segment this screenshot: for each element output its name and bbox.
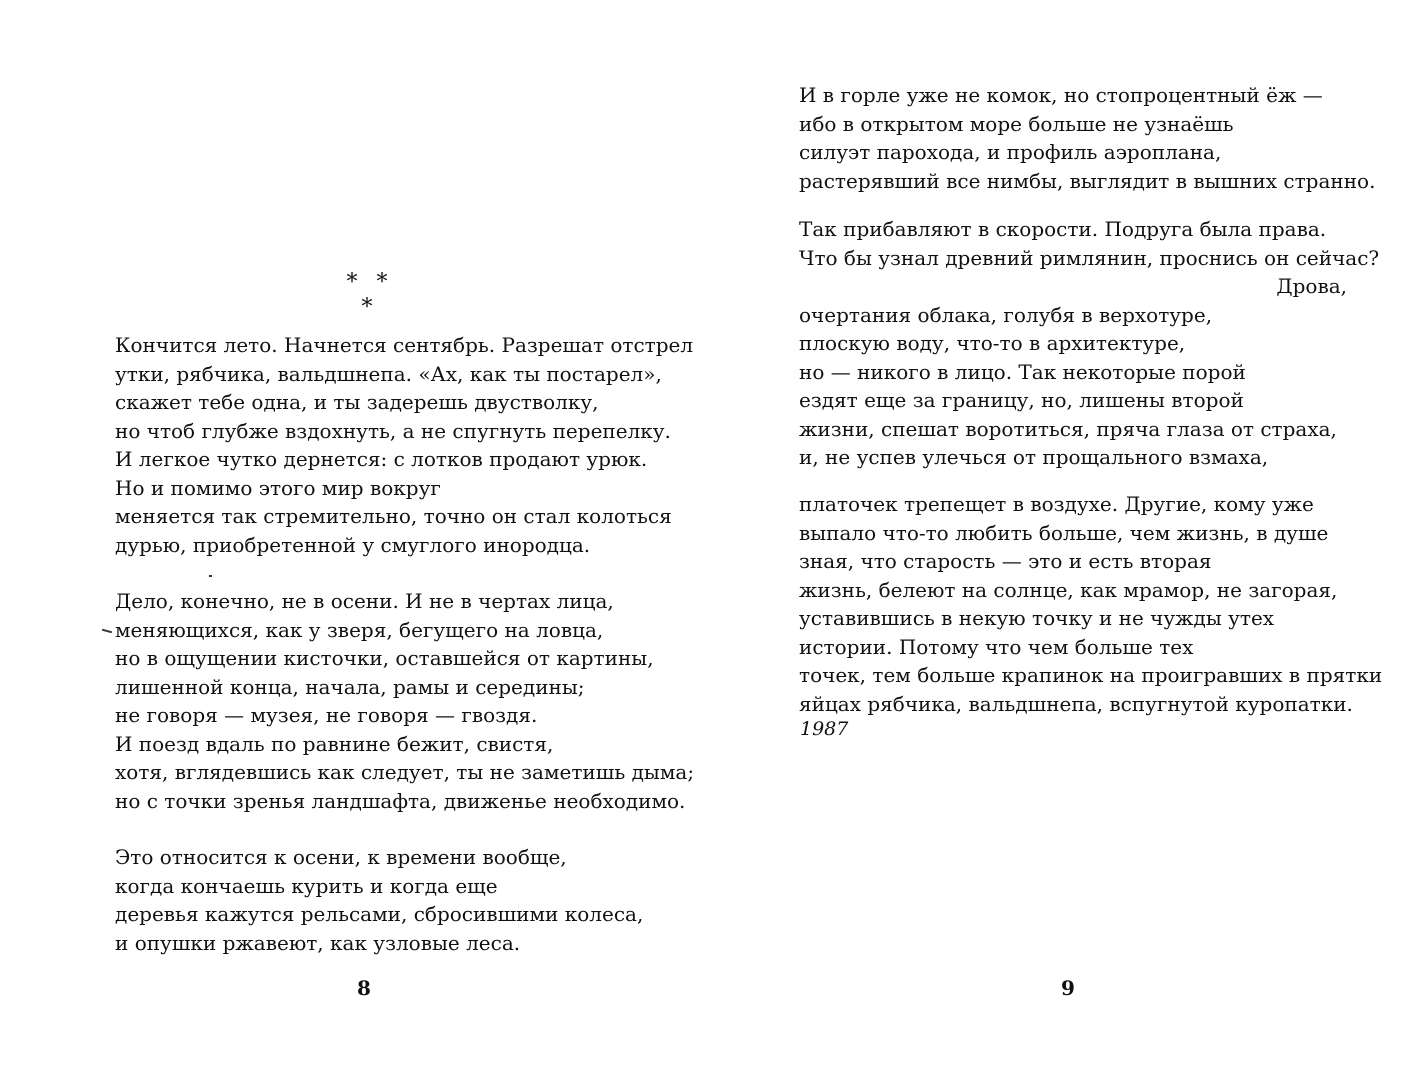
poem-stanza <box>115 587 695 815</box>
poem-line: жизнь, белеют на солнце, как мрамор, не загорая, <box>799 577 1338 602</box>
poem-line: точек, тем больше крапинок на проигравших в прятки <box>799 663 1383 687</box>
poem-year: 1987 <box>800 718 849 740</box>
poem-line: И легкое чутко дернется: с лотков продают урюк. <box>115 447 648 471</box>
poem-line: ибо в открытом море больше не узнаёшь <box>799 111 1234 136</box>
poem-line: Так прибавляют в скорости. Подруга была права. <box>799 217 1327 241</box>
poem-line: деревья кажутся рельсами, сбросившими колеса, <box>115 902 644 926</box>
poem-line: Что бы узнал древний римлянин, проснись он сейчас? <box>799 245 1380 270</box>
poem-line: Дело, конечно, не в осени. И не в чертах лица, <box>115 589 614 613</box>
poem-line: и опушки ржавеют, как узловые леса. <box>115 930 521 955</box>
poem-line: Это относится к осени, к времени вообще, <box>115 845 567 869</box>
poem-line: лишенной конца, начала, рамы и середины; <box>115 674 585 699</box>
poem-line: жизни, спешат воротиться, пряча глаза от страха, <box>799 416 1337 441</box>
poem-line: И поезд вдаль по равнине бежит, свистя, <box>115 731 554 756</box>
poem-stanza <box>115 843 644 957</box>
poem-line: плоскую воду, что-то в архитектуре, <box>799 331 1186 355</box>
poem-line: но с точки зренья ландшафта, движенье необходимо. <box>115 788 686 813</box>
poem-line: растерявший все нимбы, выглядит в вышних странно. <box>799 168 1376 193</box>
poem-line: когда кончаешь курить и когда еще <box>115 873 498 898</box>
poem-line: Но и помимо этого мир вокруг <box>115 475 441 500</box>
poem-line: зная, что старость — это и есть вторая <box>799 549 1212 573</box>
poem-line: очертания облака, голубя в верхотуре, <box>799 302 1213 327</box>
poem-line: И в горле уже не комок, но стопроцентный ёж — <box>799 83 1323 107</box>
poem-line: истории. Потому что чем больше тех <box>799 634 1194 659</box>
poem-line: меняется так стремительно, точно он стал колоться <box>115 504 672 528</box>
poem-line: платочек трепещет в воздухе. Другие, кому уже <box>799 492 1314 516</box>
poem-line: дурью, приобретенной у смуглого инородца. <box>115 532 591 557</box>
poem-line: но в ощущении кисточки, оставшейся от картины, <box>115 646 654 670</box>
page-number: 9 <box>1061 976 1075 1000</box>
poem-line: и, не успев улечься от прощального взмаха, <box>799 445 1269 469</box>
poem-line: скажет тебе одна, и ты задерешь двустволку, <box>115 390 599 414</box>
page-number: 8 <box>357 976 371 1000</box>
poem-line: но — никого в лицо. Так некоторые порой <box>799 359 1246 384</box>
print-speck <box>209 575 212 577</box>
poem-line: не говоря — музея, не говоря — гвоздя. <box>115 703 538 727</box>
poem-stanza <box>799 215 1380 472</box>
poem-line: силуэт парохода, и профиль аэроплана, <box>799 140 1222 164</box>
poem-line: меняющихся, как у зверя, бегущего на ловца, <box>115 617 604 642</box>
poem-line: выпало что-то любить больше, чем жизнь, в душе <box>799 520 1329 545</box>
poem-line: яйцах рябчика, вальдшнепа, вспугнутой куропатки. <box>799 691 1353 716</box>
poem-stanza <box>799 490 1383 718</box>
poem-stanza <box>799 81 1376 195</box>
print-speck <box>102 629 112 634</box>
poem-line: но чтоб глубже вздохнуть, а не спугнуть перепелку. <box>115 418 671 443</box>
poem-line: ездят еще за границу, но, лишены второй <box>799 388 1244 412</box>
poem-line: Кончится лето. Начнется сентябрь. Разрешат отстрел <box>115 333 694 357</box>
poem-stanza <box>115 331 694 559</box>
right-page <box>708 0 1416 1080</box>
poem-line: хотя, вглядевшись как следует, ты не заметишь дыма; <box>115 760 695 784</box>
poem-line: утки, рябчика, вальдшнепа. «Ах, как ты постарел», <box>115 361 662 386</box>
poem-line-indented: Дрова, <box>1276 274 1347 298</box>
poem-line: уставившись в некую точку и не чужды утех <box>799 606 1275 630</box>
stanza-separator: * * * <box>346 270 394 320</box>
